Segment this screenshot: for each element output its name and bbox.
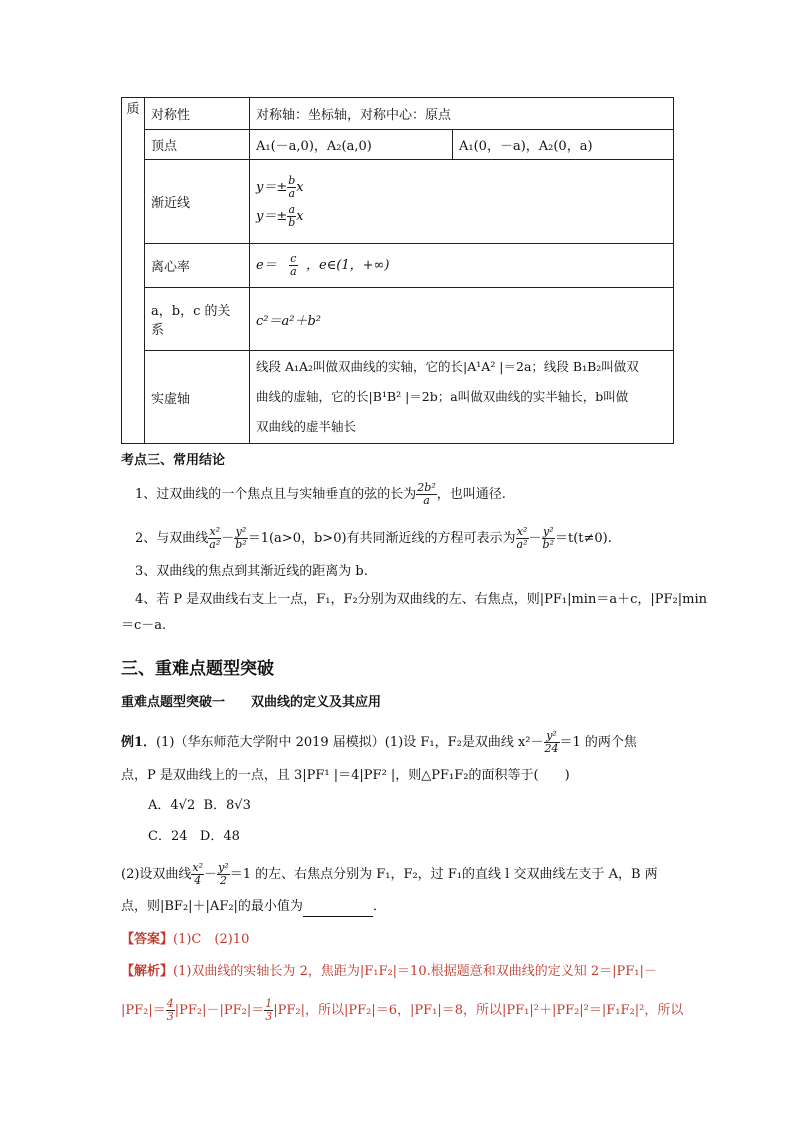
- analysis-line2: |PF₂|＝ $\frac{4}{3}$ |PF₂|－|PF₂|＝ $\frac{1}{3}$ |PF₂|，所以|PF₂|＝6，|PF₁|＝8，所以|PF₁|²＋|PF₂|²＝|F₁F₂|²，所以: [121, 997, 684, 1023]
- options-cd: [148, 827, 240, 847]
- row-name-vertex: 顶点: [145, 130, 250, 160]
- option-c: C．24: [148, 829, 188, 844]
- option-d: D．48: [199, 829, 240, 844]
- conclusion-4-line1: 4、若 P 是双曲线右支上一点，F₁，F₂分别为双曲线的左、右焦点，则|PF₁|min＝a＋c，|PF₂|min: [135, 592, 707, 607]
- example-q1-line2: 点，P 是双曲线上的一点，且 3|PF¹ |＝4|PF² |，则△PF₁F₂的面积等于( ): [121, 768, 570, 783]
- conclusion-2: 2、与双曲线 $\frac{\text{x²}}{\text{a²}}$ － $\frac{\text{y²}}{\text{b²}}$ ＝1(a>0，b>0)有共同渐近线的方程可表示为 $\frac{\text{x²}}{\text{a²}}$ － $\frac{\text{y²}}{\text{b²}}$ ＝t(t≠0).: [135, 525, 612, 551]
- row-name-asymptote: 渐近线: [145, 160, 250, 244]
- row-value-axes: [250, 351, 674, 444]
- row-name-axes: 实虚轴: [145, 351, 250, 444]
- option-b: B．8√3: [203, 798, 251, 813]
- row-name-eccentricity: 离心率: [145, 244, 250, 288]
- asymptote-line-2: y＝± $\frac{a}{b}$ x: [256, 202, 304, 229]
- answer-line: 【答案】(1)C (2)10: [121, 932, 250, 947]
- table-category: 质: [122, 98, 145, 444]
- asymptote-line-1: y＝± $\frac{b}{a}$ x: [256, 173, 304, 200]
- option-a: A．4√2: [148, 798, 196, 813]
- subheading: 重难点题型突破一 双曲线的定义及其应用: [121, 695, 382, 710]
- axes-line-2: 曲线的虚轴，它的长|B¹B² |＝2b；a叫做双曲线的实半轴长，b叫做: [256, 389, 629, 404]
- conclusion-1: 1、过双曲线的一个焦点且与实轴垂直的弦的长为 $\frac{\text{2b²}}{a}$ ，也叫通径.: [135, 481, 506, 507]
- row-name-symmetry: 对称性: [145, 98, 250, 130]
- property-table: [121, 97, 674, 444]
- conclusion-4-line2: ＝c－a.: [121, 618, 167, 633]
- row-value-symmetry: 对称轴：坐标轴，对称中心：原点: [250, 98, 674, 130]
- row-name-abc-relation: a，b，c 的关系: [145, 288, 250, 351]
- row-value-asymptote: [250, 160, 674, 244]
- conclusion-3: 3、双曲线的焦点到其渐近线的距离为 b.: [135, 564, 368, 579]
- example-q2-line2: 点，则|BF₂|＋|AF₂|的最小值为 ．: [121, 897, 386, 917]
- analysis-line1: 【解析】(1)双曲线的实轴长为 2，焦距为|F₁F₂|＝10.根据题意和双曲线的定义知 2＝|PF₁|－: [121, 964, 657, 979]
- row-value-abc-relation: c²＝a²＋b²: [250, 288, 674, 351]
- answer-blank: [303, 902, 373, 917]
- section-heading: 三、重难点题型突破: [121, 659, 274, 679]
- axes-line-1: 线段 A₁A₂叫做双曲线的实轴，它的长|A¹A² |＝2a；线段 B₁B₂叫做双: [256, 359, 639, 374]
- row-value-eccentricity: e＝ $\frac{c}{a}$ ，e∈(1，+∞): [250, 244, 674, 288]
- section-title-conclusions: 考点三、常用结论: [121, 453, 226, 468]
- row-value-vertex-right: A₁(0，－a)，A₂(0，a): [453, 130, 674, 160]
- options-ab: [148, 796, 251, 816]
- axes-line-3: 双曲线的虚半轴长: [256, 419, 357, 434]
- row-value-vertex-left: A₁(－a,0)，A₂(a,0): [250, 130, 453, 160]
- example-q1-line1: 例1．(1)（华东师范大学附中 2019 届模拟）(1)设 F₁，F₂是双曲线 x²－ $\frac{\text{y²}}{24}$ ＝1 的两个焦: [121, 729, 637, 755]
- example-q2-line1: (2)设双曲线 $\frac{\text{x²}}{4}$ － $\frac{\text{y²}}{2}$ ＝1 的左、右焦点分别为 F₁，F₂，过 F₁的直线 l 交双曲线左支于 A，B 两: [121, 861, 658, 887]
